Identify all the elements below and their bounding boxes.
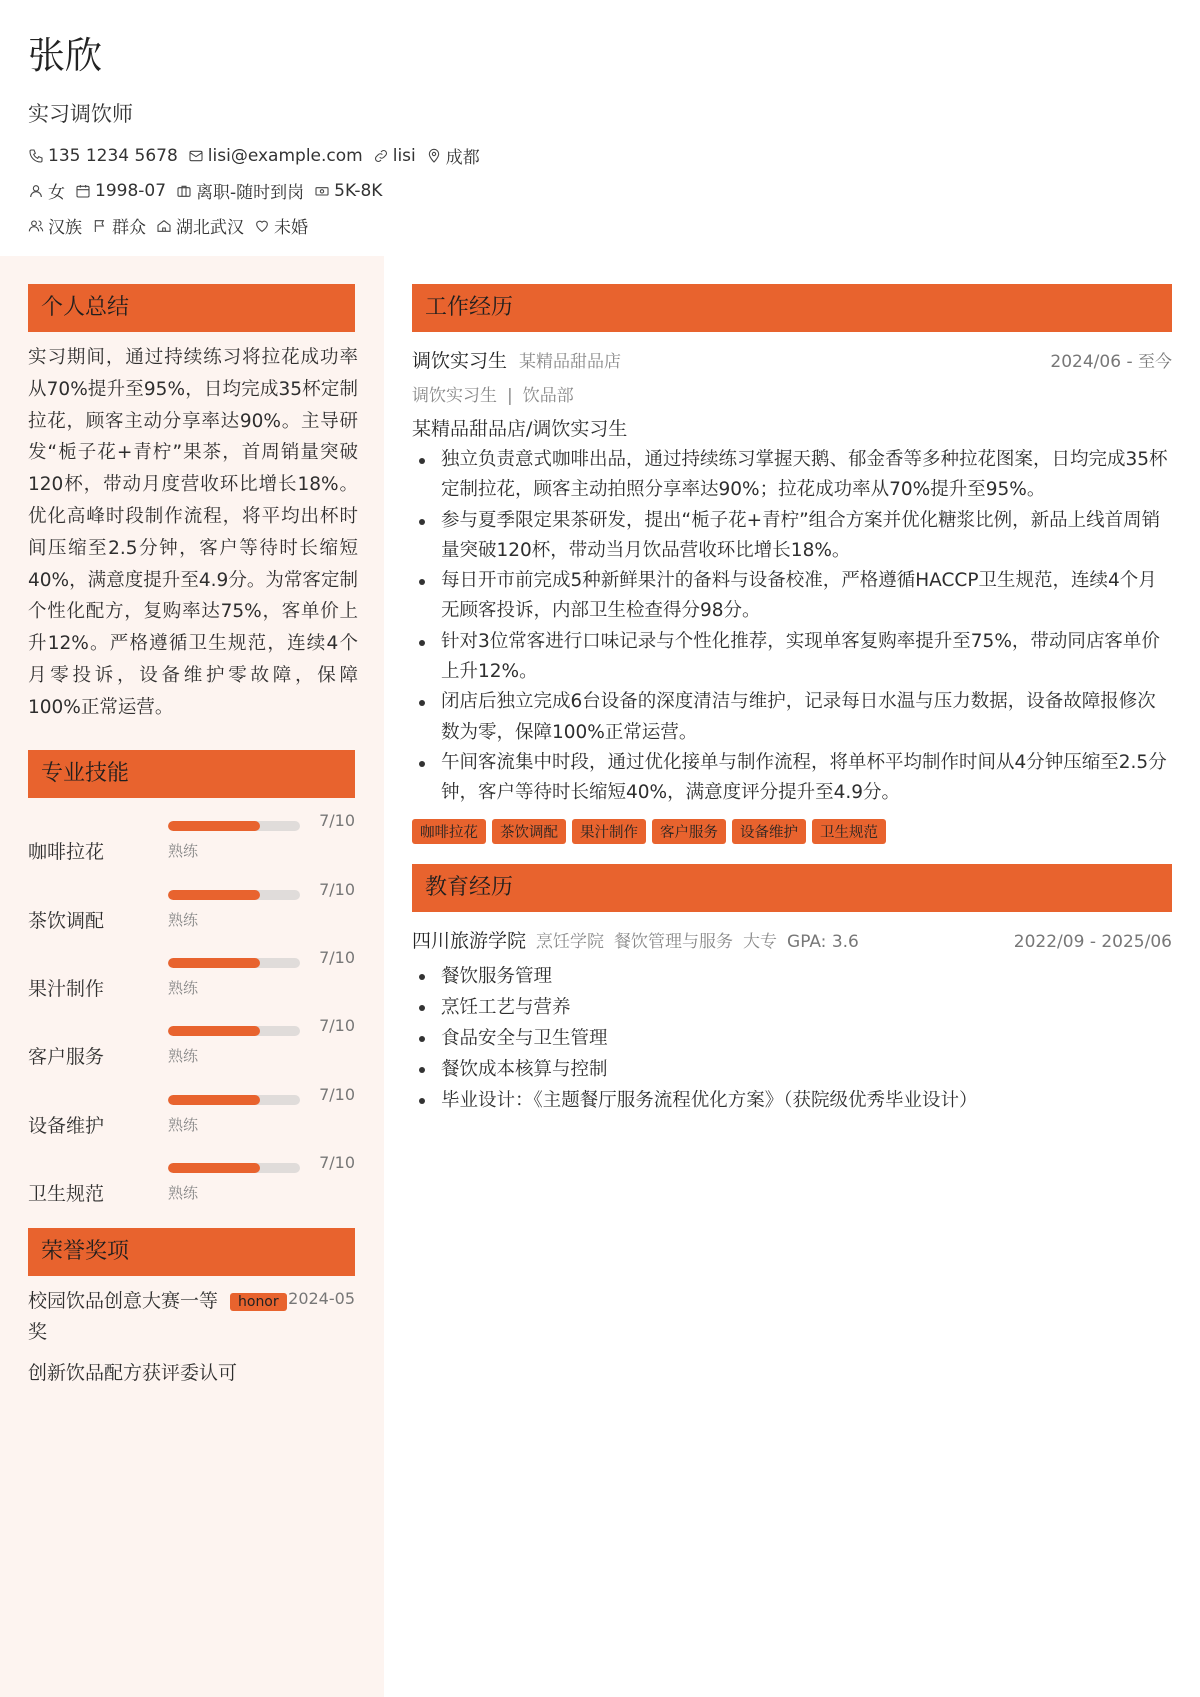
status-text: 离职-随时到岗 [196, 183, 305, 203]
job-subheader [412, 381, 1172, 406]
skill-bar-fill [168, 1163, 260, 1173]
gpa: GPA: 3.6 [787, 931, 859, 952]
politics-text: 群众 [112, 218, 146, 238]
education-date: 2022/09 - 2025/06 [1013, 931, 1172, 952]
list-item: 餐饮成本核算与控制 [412, 1054, 1172, 1085]
skill-level: 熟练 [168, 1184, 199, 1202]
gender-text: 女 [48, 183, 65, 203]
skill-tag: 客户服务 [652, 819, 726, 844]
skill-tag: 茶饮调配 [492, 819, 566, 844]
skill-level: 熟练 [168, 1116, 199, 1134]
skill-name: 果汁制作 [28, 978, 105, 1000]
skill-bar [168, 890, 300, 900]
email-item [188, 146, 363, 166]
education-header [412, 926, 1172, 953]
skill-bar-fill [168, 1095, 260, 1105]
birth-text: 1998-07 [95, 180, 167, 201]
skill-bar-fill [168, 821, 260, 831]
list-item: 闭店后独立完成6台设备的深度清洁与维护，记录每日水温与压力数据，设备故障报修次数为零，保障100%正常运营。 [412, 687, 1172, 748]
list-item: 午间客流集中时段，通过优化接单与制作流程，将单杯平均制作时间从4分钟压缩至2.5分钟，客户等待时长缩短40%，满意度评分提升至4.9分。 [412, 748, 1172, 809]
list-item: 独立负责意式咖啡出品，通过持续练习掌握天鹅、郁金香等多种拉花图案，日均完成35杯定制拉花，顾客主动拍照分享率达90%；拉花成功率从70%提升至95%。 [412, 445, 1172, 506]
ethnicity-text: 汉族 [48, 218, 82, 238]
birth-item [75, 181, 166, 201]
skill-bar [168, 821, 300, 831]
job-header [412, 346, 1172, 373]
summary-text: 实习期间，通过持续练习将拉花成功率从70%提升至95%，日均完成35杯定制拉花，顾客主动分享率达90%。主导研发“栀子花+青柠”果茶，首周销量突破120杯，带动月度营收环比增长18%。优化高峰时段制作流程，将平均出杯时间压缩至2.5分钟，客户等待时长缩短40%，满意度提升至4.9分。为常客定制个性化配方，复购率达75%，客单价上升12%。严格遵循卫生规范，连续4个月零投诉，设备维护零故障，保障100%正常运营。 [28, 347, 358, 718]
college-name: 烹饪学院 [536, 931, 605, 952]
skill-level: 熟练 [168, 1047, 199, 1065]
honor-date: 2024-05 [288, 1289, 355, 1308]
skill-name: 咖啡拉花 [28, 841, 105, 863]
job-bullets [412, 445, 1172, 809]
skill-name: 卫生规范 [28, 1183, 105, 1205]
home-icon [156, 218, 172, 234]
wechat-text: lisi [392, 145, 416, 166]
skill-item [28, 1085, 355, 1145]
skill-item [28, 1016, 355, 1076]
location-text: 成都 [445, 148, 480, 168]
job-company: 某精品甜品店 [519, 352, 622, 372]
skill-bar-fill [168, 1026, 260, 1036]
list-item: 针对3位常客进行口味记录与个性化推荐，实现单客复购率提升至75%，带动同店客单价上升12%。 [412, 627, 1172, 688]
skill-bar-fill [168, 958, 260, 968]
user-icon [28, 183, 44, 199]
phone-item [28, 146, 178, 166]
ethnicity-item [28, 213, 82, 238]
education-section-title: 教育经历 [412, 864, 1172, 912]
contact-row [28, 142, 1178, 169]
skill-tags [412, 819, 1172, 844]
summary-section-title: 个人总结 [28, 284, 355, 332]
list-item: 每日开市前完成5种新鲜果汁的备料与设备校准，严格遵循HACCP卫生规范，连续4个月无顾客投诉，内部卫生检查得分98分。 [412, 566, 1172, 627]
separator: | [507, 386, 513, 406]
resume-header [28, 30, 1178, 239]
background-row [28, 212, 1178, 239]
skill-score: 7/10 [319, 1085, 355, 1104]
users-icon [28, 218, 44, 234]
major-name: 餐饮管理与服务 [614, 931, 734, 952]
job-org-line: 某精品甜品店/调饮实习生 [412, 418, 628, 440]
map-pin-icon [426, 148, 442, 164]
job-department: 饮品部 [522, 386, 574, 406]
phone-text: 135 1234 5678 [48, 145, 178, 166]
skill-level: 熟练 [168, 911, 199, 929]
phone-icon [28, 148, 44, 164]
honor-description: 创新饮品配方获评委认可 [28, 1362, 238, 1384]
skill-item [28, 811, 355, 871]
list-item: 烹饪工艺与营养 [412, 992, 1172, 1023]
skill-bar-fill [168, 890, 260, 900]
skill-score: 7/10 [319, 948, 355, 967]
list-item: 餐饮服务管理 [412, 961, 1172, 992]
skill-score: 7/10 [319, 1016, 355, 1035]
sidebar [0, 256, 384, 1697]
heart-icon [254, 218, 270, 234]
link-icon [373, 148, 389, 164]
work-section-title: 工作经历 [412, 284, 1172, 332]
skill-name: 茶饮调配 [28, 910, 105, 932]
skill-item [28, 948, 355, 1008]
marital-item [254, 213, 308, 238]
skill-score: 7/10 [319, 1153, 355, 1172]
skill-level: 熟练 [168, 979, 199, 997]
hometown-item [156, 213, 244, 238]
candidate-name: 张欣 [28, 34, 102, 77]
location-item [426, 143, 480, 168]
course-list [412, 961, 1172, 1116]
skill-bar [168, 1026, 300, 1036]
skill-item [28, 880, 355, 940]
honors-section-title: 荣誉奖项 [28, 1228, 355, 1276]
skill-tag: 咖啡拉花 [412, 819, 486, 844]
skill-tag: 卫生规范 [812, 819, 886, 844]
list-item: 食品安全与卫生管理 [412, 1023, 1172, 1054]
email-text: lisi@example.com [207, 145, 363, 166]
skills-section-title: 专业技能 [28, 750, 355, 798]
skill-bar [168, 1163, 300, 1173]
skill-name: 设备维护 [28, 1115, 105, 1137]
skill-tag: 果汁制作 [572, 819, 646, 844]
list-item: 参与夏季限定果茶研发，提出“栀子花+青柠”组合方案并优化糖浆比例，新品上线首周销量突破120杯，带动当月饮品营收环比增长18%。 [412, 506, 1172, 567]
hometown-text: 湖北武汉 [176, 218, 244, 238]
skill-tag: 设备维护 [732, 819, 806, 844]
school-name: 四川旅游学院 [412, 929, 527, 952]
politics-item [92, 213, 146, 238]
calendar-icon [75, 183, 91, 199]
job-role: 调饮实习生 [412, 350, 508, 372]
personal-row [28, 177, 1178, 204]
skill-bar [168, 958, 300, 968]
salary-text: 5K-8K [334, 180, 383, 201]
skill-name: 客户服务 [28, 1046, 105, 1068]
job-title: 实习调饮师 [28, 102, 133, 126]
wechat-item [373, 146, 416, 166]
job-sub-role: 调饮实习生 [412, 386, 497, 406]
gender-item [28, 178, 65, 203]
briefcase-icon [176, 183, 192, 199]
honor-title: 校园饮品创意大赛一等奖 [28, 1290, 219, 1343]
job-date: 2024/06 - 至今 [1050, 352, 1172, 372]
marital-text: 未婚 [274, 218, 308, 238]
skill-score: 7/10 [319, 811, 355, 830]
mail-icon [188, 148, 204, 164]
salary-item [314, 181, 382, 201]
skill-level: 熟练 [168, 842, 199, 860]
main-content [412, 256, 1172, 1116]
list-item: 毕业设计：《主题餐厅服务流程优化方案》（获院级优秀毕业设计） [412, 1085, 1172, 1116]
skill-score: 7/10 [319, 880, 355, 899]
flag-icon [92, 218, 108, 234]
money-icon [314, 183, 330, 199]
skill-item [28, 1153, 355, 1213]
skill-bar [168, 1095, 300, 1105]
degree: 大专 [743, 931, 778, 952]
status-item [176, 178, 304, 203]
honor-badge: honor [230, 1293, 287, 1311]
